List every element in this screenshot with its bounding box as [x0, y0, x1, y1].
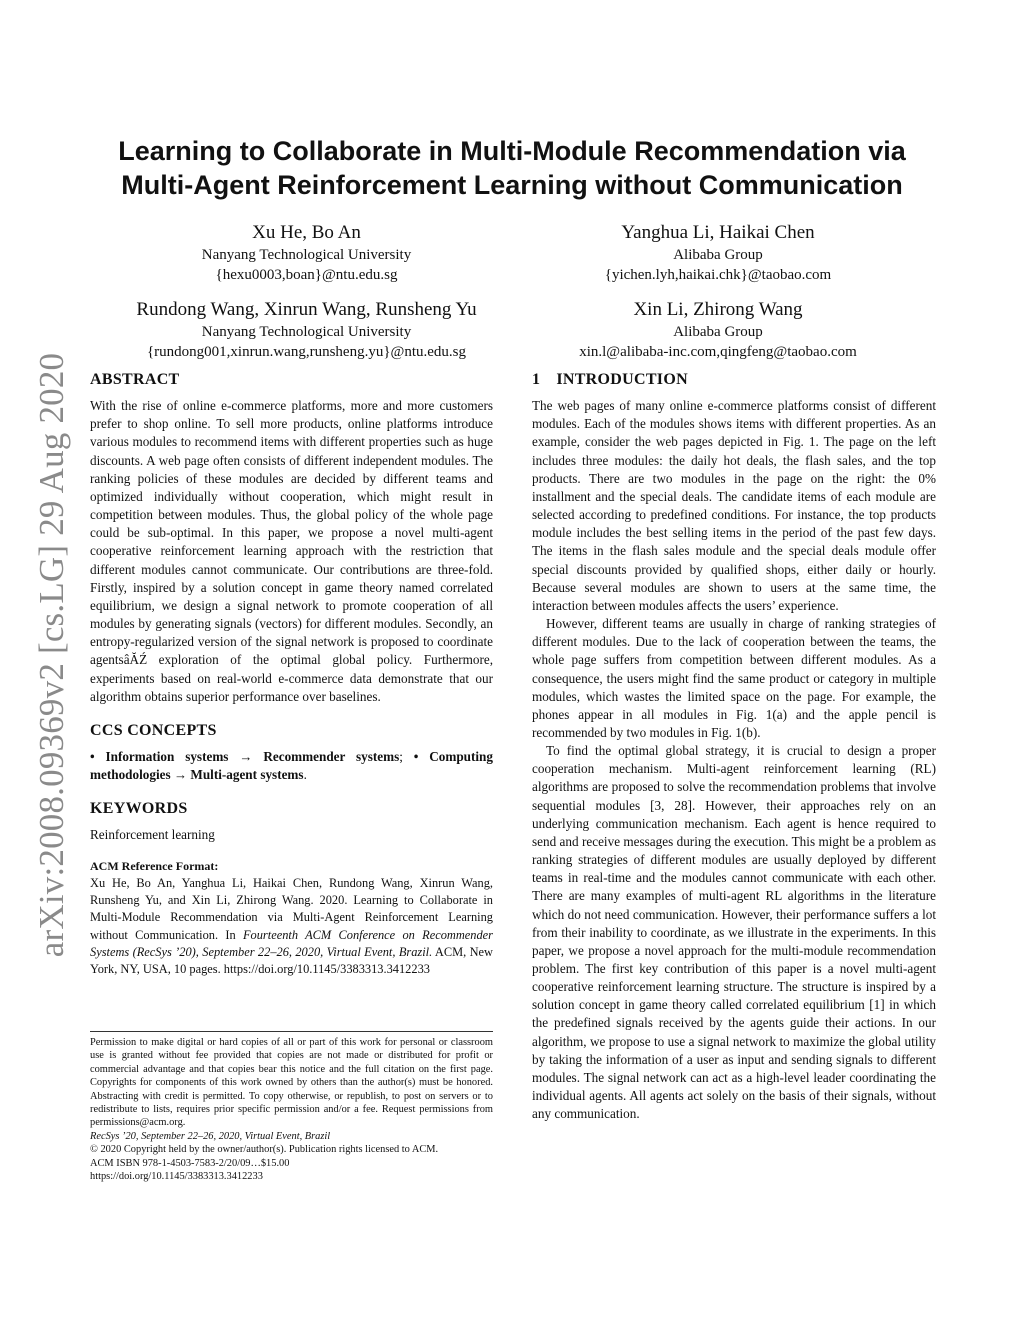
author-affiliation: Alibaba Group — [673, 247, 763, 263]
keywords-heading: KEYWORDS — [90, 800, 188, 818]
section-number: 1 — [532, 371, 541, 388]
ccs-item-1a: Information systems — [105, 748, 229, 764]
section-title: INTRODUCTION — [556, 371, 688, 388]
author-block-3 — [90, 298, 523, 362]
author-names: Yanghua Li, Haikai Chen — [621, 222, 815, 243]
reference-text-b: ACM, New York, NY, USA, 10 pages. https://doi.org/10.1145/3383313.3412233 — [90, 944, 493, 977]
ccs-end: . — [303, 767, 307, 783]
ccs-item-2b: Multi-agent systems — [190, 767, 304, 783]
author-affiliation: Nanyang Technological University — [201, 247, 412, 263]
permission-doi: https://doi.org/10.1145/3383313.3412233 — [90, 1171, 263, 1183]
intro-paragraph-1: The web pages of many online e-commerce platforms consist of different modules. Each of the modules shows items with different properties. As an example, consider the web pages depicted in Fig. 1. The page on the left includes three modules: the daily hot deals, the flash sales, and the top products. There are two modules in the page on the right: the 0% installment and the special deals. The candidate items of each module are selected according to predefined conditions. For instance, the top products module includes the best selling items in the period of the past few days. The items in the flash sales module and the special deals module offer special discounts provided by qualified shops, either daily or hourly. Because several modules are shown to users at the same time, the interaction between modules affects the users’ experience. — [532, 398, 936, 613]
ccs-item-2a: Computing methodologies — [90, 748, 493, 783]
abstract-text: With the rise of online e-commerce platforms, more and more customers prefer to shop online. To sell more products, online platforms introduce various modules to recommend items with different properties such as huge discounts. A web page often consists of different independent modules. The ranking policies of these modules are decided by different teams and optimized individually without cooperation, which might result in competition between modules. Thus, the global policy of the whole page could be sub-optimal. In this paper, we propose a novel multi-agent cooperative reinforcement learning approach with the restriction that different modules cannot communicate. Our contributions are three-fold. Firstly, inspired by a solution concept in game theory named correlated equilibrium, we design a signal network to promote cooperation of all modules by generating signals (vectors) for different modules. Secondly, an entropy-regularized version of the signal network is proposed to coordinate agentsâĂŹ exploration of the optimal global policy. Furthermore, experiments based on real-world e-commerce data demonstrate that our algorithm obtains superior performance over baselines. — [90, 398, 493, 704]
author-email: {hexu0003,boan}@ntu.edu.sg — [215, 267, 398, 283]
ccs-bullet: • — [413, 748, 419, 764]
author-affiliation: Alibaba Group — [673, 324, 763, 340]
title-line-1: Learning to Collaborate in Multi-Module Recommendation via — [118, 136, 906, 166]
author-email: {rundong001,xinrun.wang,runsheng.yu}@ntu.edu.sg — [146, 344, 466, 360]
left-column — [90, 371, 493, 979]
author-email: {yichen.lyh,haikai.chk}@taobao.com — [604, 267, 832, 283]
permission-text: Permission to make digital or hard copies of all or part of this work for personal or classroom use is granted without fee provided that copies are not made or distributed for profit or commercial advantage and that copies bear this notice and the full citation on the first page. Copyrights for components of this work owned by others than the author(s) must be honored. Abstracting with credit is permitted. To copy otherwise, or republish, to post on servers or to redistribute to lists, requires prior specific permission and/or a fee. Request permissions from permissions@acm.org. — [90, 1037, 493, 1129]
intro-paragraph-2: However, different teams are usually in charge of ranking strategies of different modules. Due to the lack of cooperation between the teams, the whole page suffers from competition between different modules. As a consequence, the users might find the same product or category in multiple modules, which wastes the limited space on the page. For example, the phones appear in all modules in Fig. 1(a) and the apple pencil is recommended by two modules in Fig. 1(b). — [532, 616, 936, 740]
author-names: Xin Li, Zhirong Wang — [633, 299, 803, 320]
intro-paragraph-3: To find the optimal global strategy, it is crucial to design a proper cooperation mechanism. Multi-agent reinforcement learning (RL) algorithms are proposed to solve the recommendation problems that involve sequential modules [3, 28]. However, their approaches rely on an underlying communication mechanism. Each agent is hence required to send and receive messages during the execution. This might be a problem as ranking strategies of different modules are usually deployed by different teams in real-time and the modules cannot communicate with each other. There are many examples of multi-agent RL algorithms in the literature which do not need communication. However, their performance suffers a lot from their inability to coordinate, as we illustrate in the experiments. In this paper, we propose a novel approach for the multi-module recommendation problem. The first key contribution of this paper is a novel multi-agent cooperative reinforcement learning structure. The structure is inspired by a solution concept in game theory called correlated equilibrium [1] in which the predefined signals received by the agents guide their actions. In our algorithm, we propose to use a signal network to maximize the global utility by taking the information of a user as input and sending signals to different modules. The signal network can act as a high-level leader coordinating the individual agents. All agents act solely on the basis of their signals, without any communication. — [532, 743, 936, 1122]
author-block-2 — [502, 221, 934, 285]
ccs-bullet: • — [90, 748, 95, 764]
right-column — [532, 371, 936, 1123]
introduction-heading — [532, 371, 936, 389]
permission-copyright: © 2020 Copyright held by the owner/author(s). Publication rights licensed to ACM. — [90, 1144, 439, 1156]
author-names: Rundong Wang, Xinrun Wang, Runsheng Yu — [136, 299, 477, 320]
abstract-heading: ABSTRACT — [90, 371, 180, 388]
ccs-separator: ; — [399, 748, 403, 764]
author-block-4 — [502, 298, 934, 362]
reference-venue: Fourteenth ACM Conference on Recommender Systems (RecSys ’20), September 22–26, 2020, Virtual Event, Brazil. — [90, 927, 493, 959]
ccs-heading: CCS CONCEPTS — [90, 721, 217, 739]
reference-format-text — [90, 875, 493, 979]
author-block-1 — [90, 221, 523, 285]
reference-format-heading: ACM Reference Format: — [90, 858, 219, 873]
arxiv-identifier: arXiv:2008.09369v2 [cs.LG] 29 Aug 2020 — [32, 352, 71, 958]
permission-isbn: ACM ISBN 978-1-4503-7583-2/20/09…$15.00 — [90, 1157, 290, 1169]
paper-title — [60, 134, 964, 202]
ccs-item-1b: Recommender systems — [263, 748, 400, 764]
title-line-2: Multi-Agent Reinforcement Learning without Communication — [121, 170, 903, 200]
arrow-icon: → — [173, 767, 188, 783]
permission-divider — [90, 1031, 493, 1032]
ccs-concepts — [90, 748, 493, 784]
author-email: xin.l@alibaba-inc.com,qingfeng@taobao.com — [579, 344, 857, 360]
keywords-text: Reinforcement learning — [90, 827, 215, 843]
permission-notice — [90, 1036, 493, 1183]
arrow-icon: → — [239, 748, 253, 764]
author-affiliation: Nanyang Technological University — [201, 324, 412, 340]
permission-venue: RecSys ’20, September 22–26, 2020, Virtual Event, Brazil — [90, 1130, 331, 1142]
reference-text-a: Xu He, Bo An, Yanghua Li, Haikai Chen, Rundong Wang, Xinrun Wang, Runsheng Yu, and Xin Li, Zhirong Wang. 2020. Learning to Collaborate in Multi-Module Recommendation via Multi-Agent Reinforcement Learning without Communication. In — [90, 875, 493, 942]
author-names: Xu He, Bo An — [252, 222, 361, 243]
